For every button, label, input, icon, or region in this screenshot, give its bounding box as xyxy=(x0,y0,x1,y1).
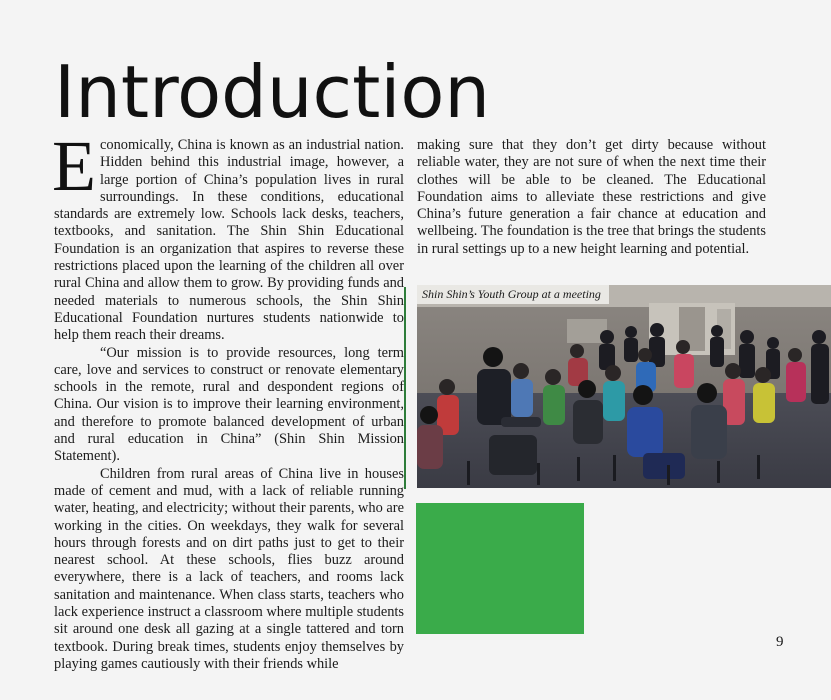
article-paragraph-mission: “Our mission is to provide resources, long term care, love and services to construct or renovate elementary schools in the remote, rural and despondent regions of China. Our vision is to improve their learning environment, and therefore to promote balanced development of urban and rural education in China” (Shin Shin Mission Statement). xyxy=(54,344,404,465)
page-title: Introduction xyxy=(54,50,491,134)
article-paragraph-continued: making sure that they don’t get dirty because without reliable water, they are not sure of when the next time their clothes will be able to be cleaned. The Educational Foundation aims to alleviate these restrictions and give China’s future generation a fair chance at education and wellbeing. The foundation is the tree that brings the students in rural settings up to a new height learning and potential. xyxy=(417,137,766,257)
article-column-right xyxy=(417,137,766,258)
green-color-block xyxy=(416,503,584,634)
intro-text: conomically, China is known as an industrial nation. Hidden behind this industrial image, however, a large portion of China’s population lives in rural surroundings. In these conditions, educational standards are extremely low. Schools lack desks, teachers, textbooks, and sanitation. The Shin Shin Educational Foundation is an organization that aspires to reverse these restrictions placed upon the learning of the children all over rural China and allow them to grow. By providing funds and needed materials to numerous schools, the Shin Shin Educational Foundation nurtures students nationwide to help them reach their dreams. xyxy=(54,137,404,344)
accent-rule xyxy=(404,287,406,489)
photo-caption: Shin Shin’s Youth Group at a meeting xyxy=(417,285,609,304)
photo-illustration xyxy=(417,285,831,488)
group-meeting-photo xyxy=(417,285,831,488)
article-paragraph-rural-life: Children from rural areas of China live in houses made of cement and mud, with a lack of reliable running water, heating, and electricity; without their parents, who are working in the cities. On weekdays, they walk for several hours through forests and on dirt paths just to get to their nearest school. At these schools, flies buzz around everywhere, there is a lack of teachers, and rooms lack sanitation and maintenance. When class starts, teachers who lack experience instruct a classroom where multiple students sit around one desk all gazing at a single tattered and torn textbook. During break times, students enjoy themselves by playing games cautiously with their friends while xyxy=(54,465,404,672)
page-number: 9 xyxy=(776,634,784,650)
article-paragraph-intro xyxy=(52,126,404,345)
drop-cap: E xyxy=(52,126,96,206)
article-column-left xyxy=(52,126,404,673)
